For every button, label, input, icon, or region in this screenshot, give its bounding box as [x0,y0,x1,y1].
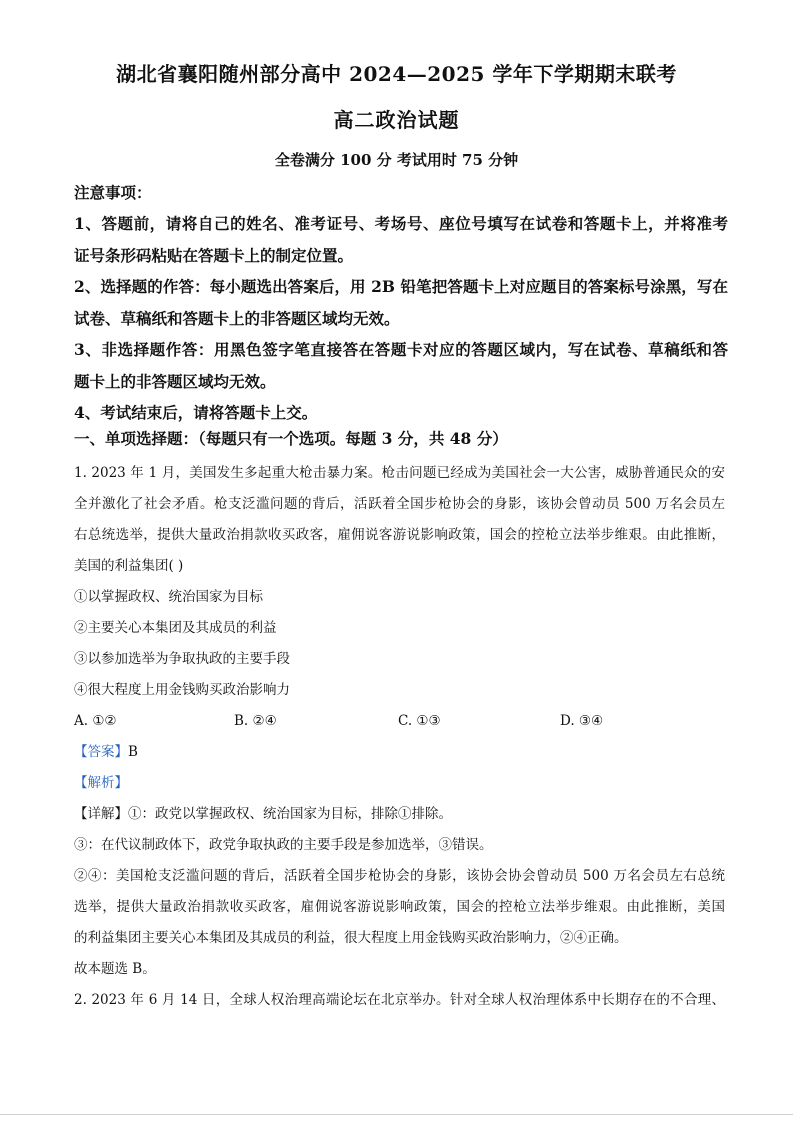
notes-line: 证号条形码粘贴在答题卡上的制定位置。 [74,245,354,265]
question-stem-line: 右总统选举，提供大量政治捐款收买政客，雇佣说客游说影响政策，国会的控枪立法举步维艰。由此推断， [74,527,725,543]
option-a: A. ①② [74,713,117,729]
notes-heading: 注意事项： [74,183,152,202]
statement-3: ③以参加选举为争取执政的主要手段 [74,651,290,667]
exam-score-time: 全卷满分 100 分 考试用时 75 分钟 [274,151,519,169]
option-c: C. ①③ [398,713,441,729]
question-2-stem-line: 2. 2023 年 6 月 14 日，全球人权治理高端论坛在北京举办。针对全球人权治理体系中长期存在的不合理、 [74,992,725,1008]
answer-value: B [128,744,138,760]
notes-line: 1、答题前，请将自己的姓名、准考证号、考场号、座位号填写在试卷和答题卡上，并将准考 [74,214,728,233]
answer-options [74,706,725,737]
exam-subject-title: 高二政治试题 [333,108,460,132]
detail-line: 的利益集团主要关心本集团及其成员的利益，很大程度上用金钱购买政治影响力，②④正确。 [74,930,628,946]
notes-line: 2、选择题的作答：每小题选出答案后，用 2B 铅笔把答题卡上对应题目的答案标号涂黑，写在 [74,277,728,296]
question-stem-line: 全并激化了社会矛盾。枪支泛滥问题的背后，活跃着全国步枪协会的身影，该协会曾动员 500 万名会员左 [74,496,725,512]
answer-line [74,737,725,768]
detail-line: 故本题选 B。 [74,961,156,977]
answer-tag: 【答案】 [74,744,128,760]
exam-title: 湖北省襄阳随州部分高中 2024—2025 学年下学期期末联考 [116,62,677,86]
exam-notes [74,178,728,429]
option-d: D. ③④ [560,713,604,729]
section-heading: 一、单项选择题：（每题只有一个选项。每题 3 分，共 48 分） [74,429,508,448]
option-b: B. ②④ [234,713,277,729]
question-stem-line: 1. 2023 年 1 月，美国发生多起重大枪击暴力案。枪击问题已经成为美国社会一大公害，威胁普通民众的安 [74,465,725,481]
detail-line: 【详解】①：政党以掌握政权、统治国家为目标，排除①排除。 [74,806,452,822]
detail-line: 选举，提供大量政治捐款收买政客，雇佣说客游说影响政策，国会的控枪立法举步维艰。由此推断，美国 [74,899,725,915]
notes-line: 试卷、草稿纸和答题卡上的非答题区域均无效。 [74,308,400,328]
page-bottom-divider [0,1114,793,1115]
detail-line: ②④：美国枪支泛滥问题的背后，活跃着全国步枪协会的身影，该协会协会曾动员 500 万名会员左右总统 [74,868,725,884]
analysis-tag: 【解析】 [74,775,128,791]
question-1 [74,458,725,1016]
notes-line: 题卡上的非答题区域均无效。 [74,371,276,391]
question-stem-line: 美国的利益集团( ) [74,558,184,574]
detail-line: ③：在代议制政体下，政党争取执政的主要手段是参加选举，③错误。 [74,837,493,853]
notes-line: 3、非选择题作答：用黑色签字笔直接答在答题卡对应的答题区域内，写在试卷、草稿纸和答 [74,340,728,359]
analysis-line [74,768,725,799]
statement-4: ④很大程度上用金钱购买政治影响力 [74,682,290,698]
statement-1: ①以掌握政权、统治国家为目标 [74,589,263,605]
statement-2: ②主要关心本集团及其成员的利益 [74,620,277,636]
notes-line: 4、考试结束后，请将答题卡上交。 [74,403,318,422]
